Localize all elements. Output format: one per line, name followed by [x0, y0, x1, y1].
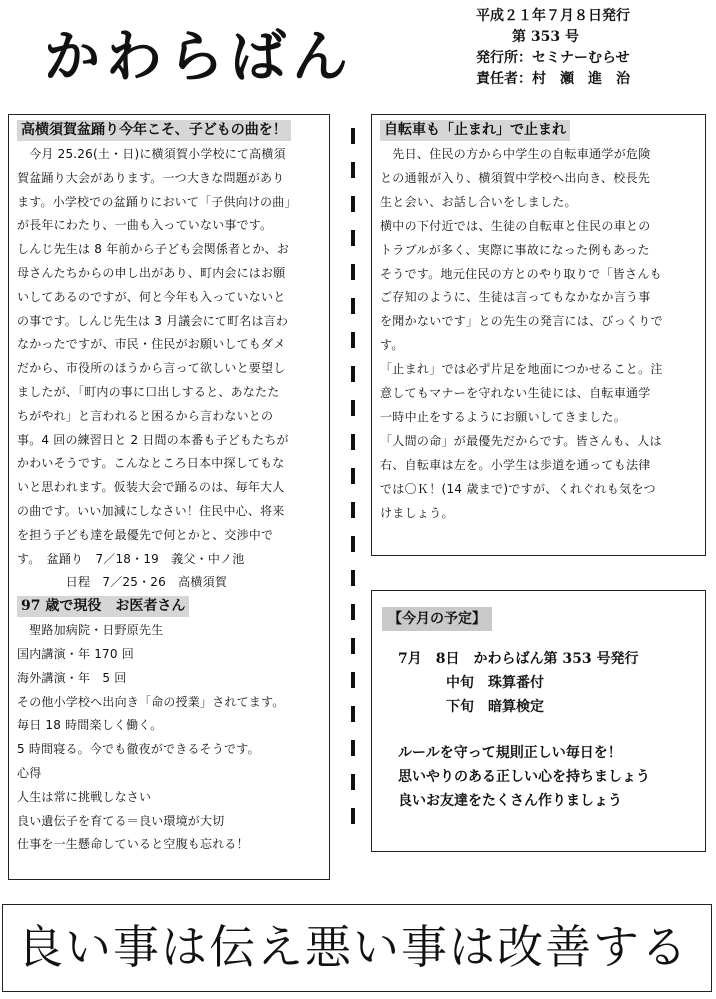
text-line: の事です。しんじ先生は 3 月議会にて町名は言わ: [17, 313, 289, 328]
text-line: との通報が入り、横須賀中学校へ出向き、校長先: [380, 170, 651, 185]
text-line: 仕事を一生懸命していると空腹も忘れる！: [17, 837, 249, 852]
text-line: 心得: [17, 765, 42, 780]
divider-dash: [351, 264, 355, 280]
text-line: そうです。地元住民の方とのやり取りで「皆さんも: [380, 266, 662, 281]
text-line: す。 盆踊り 7／18・19 義父・中ノ池: [17, 551, 245, 566]
text-line: 事。4 回の練習日と 2 日間の本番も子どもたちが: [17, 432, 289, 447]
schedule-heading: 【今月の予定】: [382, 607, 492, 631]
divider-dash: [351, 196, 355, 212]
text-line: を担う子ども達を最優先で何とかと、交渉中で: [17, 527, 274, 542]
article-body-bon-odori: [17, 143, 325, 595]
article-heading-doctor: 97 歳で現役 お医者さん: [17, 596, 189, 617]
text-line: す。: [380, 338, 404, 353]
masthead-info: [476, 6, 712, 90]
column-divider: [351, 128, 355, 824]
text-line: の曲です。いい加減にしなさい！住民中心、将来: [17, 503, 285, 518]
divider-dash: [351, 468, 355, 484]
divider-dash: [351, 502, 355, 518]
schedule-row: 下旬 暗算検定: [446, 699, 544, 715]
text-line: だから、市役所のほうから言って欲しいと要望し: [17, 361, 286, 376]
right-column-box-bicycle: [371, 114, 706, 556]
text-line: 毎日 18 時間楽しく働く。: [17, 718, 163, 733]
text-line: 5 時間寝る。今でも徹夜ができるそうです。: [17, 742, 260, 757]
divider-dash: [351, 400, 355, 416]
motto-line: 思いやりのある正しい心を持ちましょう: [398, 769, 650, 785]
text-line: ちがやれ」と言われると困るから言わないとの: [17, 408, 274, 423]
text-line: ご存知のように、生徒は言ってもなかなか言う事: [380, 290, 651, 305]
divider-dash: [351, 298, 355, 314]
divider-dash: [351, 570, 355, 586]
text-line: 「人間の命」が最優先だからです。皆さんも、人は: [380, 433, 662, 448]
divider-dash: [351, 128, 355, 144]
footer-slogan: 良い事は伝え悪い事は改善する: [2, 904, 712, 992]
divider-dash: [351, 434, 355, 450]
divider-dash: [351, 808, 355, 824]
schedule-box: [371, 590, 706, 852]
text-line: 横中の下付近では、生徒の自転車と住民の車との: [380, 218, 651, 233]
text-line: では〇Ｋ！(14 歳まで)ですが、くれぐれも気をつ: [380, 481, 656, 496]
motto-line: ルールを守って規則正しい毎日を！: [398, 745, 622, 761]
text-line: 今月 25.26(土・日)に横須賀小学校にて高横須: [17, 147, 286, 161]
schedule-row: 中旬 珠算番付: [446, 675, 544, 691]
text-line: 右、自転車は左を。小学生は歩道を通っても法律: [380, 457, 651, 472]
text-line: 人生は常に挑戦しなさい: [17, 789, 152, 804]
issue-date: 平成２１年７月８日発行: [476, 8, 630, 24]
text-line: 賀盆踊り大会があります。一つ大きな問題があり: [17, 170, 285, 185]
text-line: なかったですが、市民・住民がお願いしてもダメ: [17, 337, 286, 352]
left-column-box: [8, 114, 330, 880]
divider-dash: [351, 230, 355, 246]
schedule-row: 7月 8日 かわらばん第 353 号発行: [398, 651, 639, 667]
text-line: ましたが、「町内の事に口出しすると、あなたた: [17, 384, 280, 399]
divider-dash: [351, 604, 355, 620]
text-line: いと思われます。仮装大会で踊るのは、毎年大人: [17, 480, 285, 495]
text-line: トラブルが多く、実際に事故になった例もあった: [380, 242, 650, 257]
text-line: しんじ先生は 8 年前から子ども会関係者とか、お: [17, 242, 290, 257]
text-line: 「止まれ」では必ず片足を地面につかせること。注: [380, 362, 663, 377]
divider-dash: [351, 536, 355, 552]
text-line: ます。小学校での盆踊りにおいて「子供向けの曲」: [17, 194, 297, 209]
responsible-person: 責任者：村 瀬 進 治: [476, 71, 630, 87]
text-line: 良い遺伝子を育てる＝良い環境が大切: [17, 813, 225, 828]
text-line: 一時中止をするようにお願いしてきました。: [380, 409, 627, 424]
divider-dash: [351, 638, 355, 654]
text-line: 海外講演・年 5 回: [17, 670, 127, 685]
text-line: その他小学校へ出向き「命の授業」されてます。: [17, 694, 285, 709]
article-heading-bon-odori: 高横須賀盆踊り今年こそ、子どもの曲を！: [17, 120, 291, 141]
text-line: かわいそうです。こんなところ日本中探してもな: [17, 456, 285, 471]
divider-dash: [351, 706, 355, 722]
article-body-bicycle: [380, 143, 701, 526]
text-line: が長年にわたり、一曲も入っていない事です。: [17, 218, 273, 233]
publisher: 発行所：セミナーむらせ: [476, 50, 630, 66]
text-line: 聖路加病院・日野原先生: [17, 623, 164, 638]
divider-dash: [351, 774, 355, 790]
text-line: 意してもマナーを守れない生徒には、自転車通学: [380, 386, 651, 401]
text-line: 国内講演・年 170 回: [17, 646, 134, 661]
divider-dash: [351, 332, 355, 348]
divider-dash: [351, 162, 355, 178]
text-line: いしてあるのですが、何と今年も入っていないと: [17, 289, 286, 304]
text-line: けましょう。: [380, 505, 454, 520]
divider-dash: [351, 366, 355, 382]
motto-line: 良いお友達をたくさん作りましょう: [398, 793, 622, 809]
text-line: 母さんたちからの申し出があり、町内会にはお願: [17, 265, 286, 280]
newsletter-title: かわらばん: [44, 24, 354, 90]
article-body-doctor: [17, 619, 325, 857]
text-line: 日程 7／25・26 高横須賀: [17, 575, 227, 590]
divider-dash: [351, 672, 355, 688]
divider-dash: [351, 740, 355, 756]
text-line: を聞かないです」との先生の発言には、びっくりで: [380, 314, 663, 329]
text-line: 先日、住民の方から中学生の自転車通学が危険: [380, 147, 651, 161]
issue-number: 第 353 号: [512, 29, 579, 45]
text-line: 生と会い、お話し合いをしました。: [380, 194, 577, 209]
article-heading-bicycle: 自転車も「止まれ」で止まれ: [380, 120, 570, 141]
